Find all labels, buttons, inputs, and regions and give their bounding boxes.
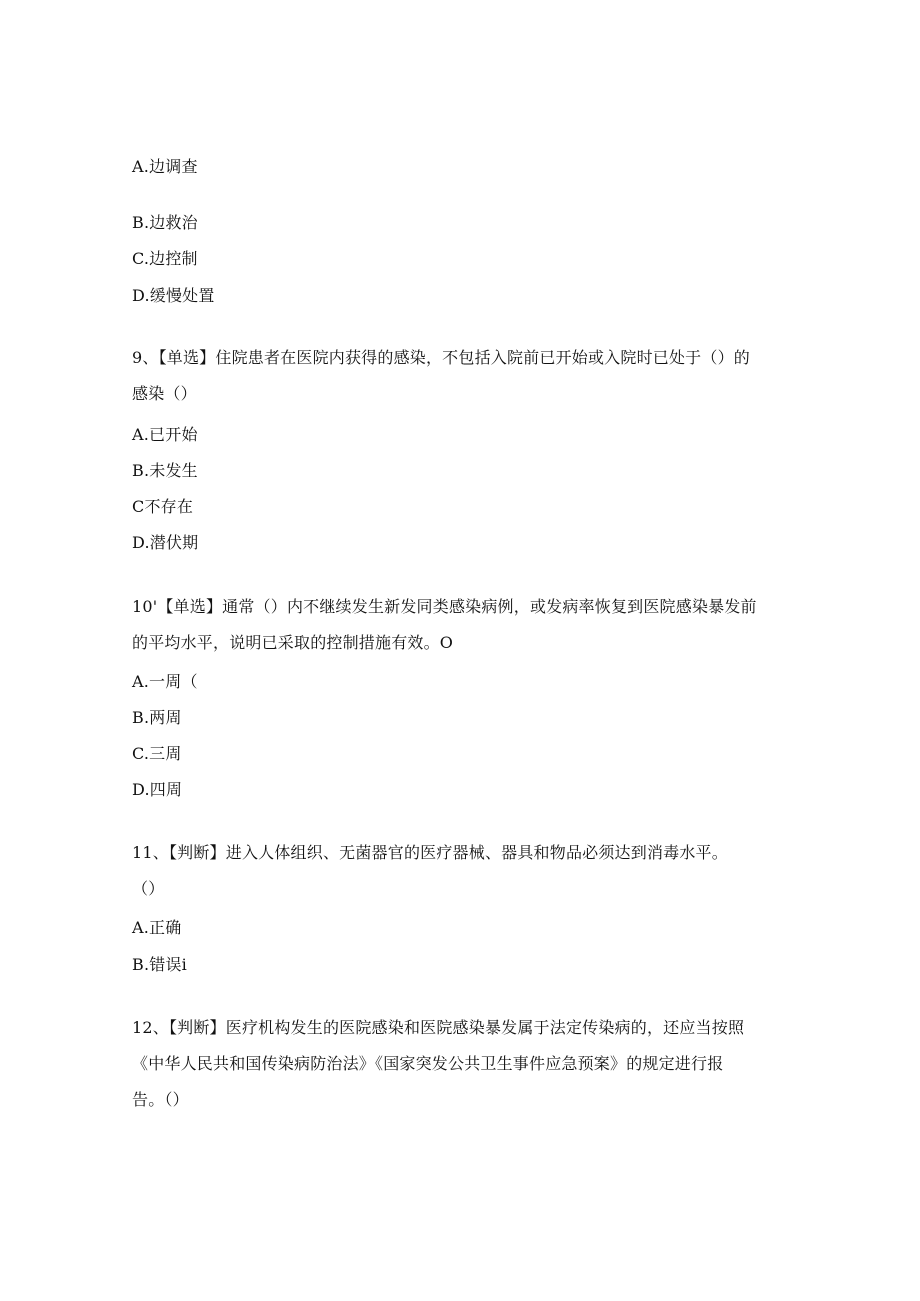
q10-text-line-2: 的平均水平，说明已采取的控制措施有效。O [132, 633, 454, 652]
q11-text-line-2: （） [132, 879, 165, 898]
q8-option-b: B.边救治 [132, 213, 198, 232]
q9-option-d: D.潜伏期 [132, 533, 199, 552]
q9-text-line-1: 9、【单选】住院患者在医院内获得的感染，不包括入院前已开始或入院时已处于（）的 [132, 348, 750, 367]
q8-option-a: A.边调查 [132, 157, 198, 176]
q10-option-b: B.两周 [132, 708, 182, 727]
q11-text-line-1: 11、【判断】进入人体组织、无菌器官的医疗器械、器具和物品必须达到消毒水平。 [132, 843, 728, 862]
q10-text-line-1: 10'【单选】通常（）内不继续发生新发同类感染病例，或发病率恢复到医院感染暴发前 [132, 597, 757, 616]
q10-option-d: D.四周 [132, 780, 183, 799]
q8-option-d: D.缓慢处置 [132, 286, 215, 305]
q10-option-a: A.一周（ [132, 672, 198, 691]
q11-option-b: B.错误i [132, 955, 187, 974]
q11-option-a: A.正确 [132, 918, 182, 937]
q10-option-c: C.三周 [132, 744, 182, 763]
q12-text-line-2: 《中华人民共和国传染病防治法》《国家突发公共卫生事件应急预案》的规定进行报 [132, 1054, 724, 1073]
q9-option-b: B.未发生 [132, 461, 198, 480]
q8-option-c: C.边控制 [132, 249, 198, 268]
q9-option-c: C不存在 [132, 497, 194, 516]
q9-option-a: A.已开始 [132, 425, 198, 444]
q9-text-line-2: 感染（） [132, 384, 197, 403]
q12-text-line-3: 告。（） [132, 1090, 189, 1109]
q12-text-line-1: 12、【判断】医疗机构发生的医院感染和医院感染暴发属于法定传染病的，还应当按照 [132, 1018, 745, 1037]
